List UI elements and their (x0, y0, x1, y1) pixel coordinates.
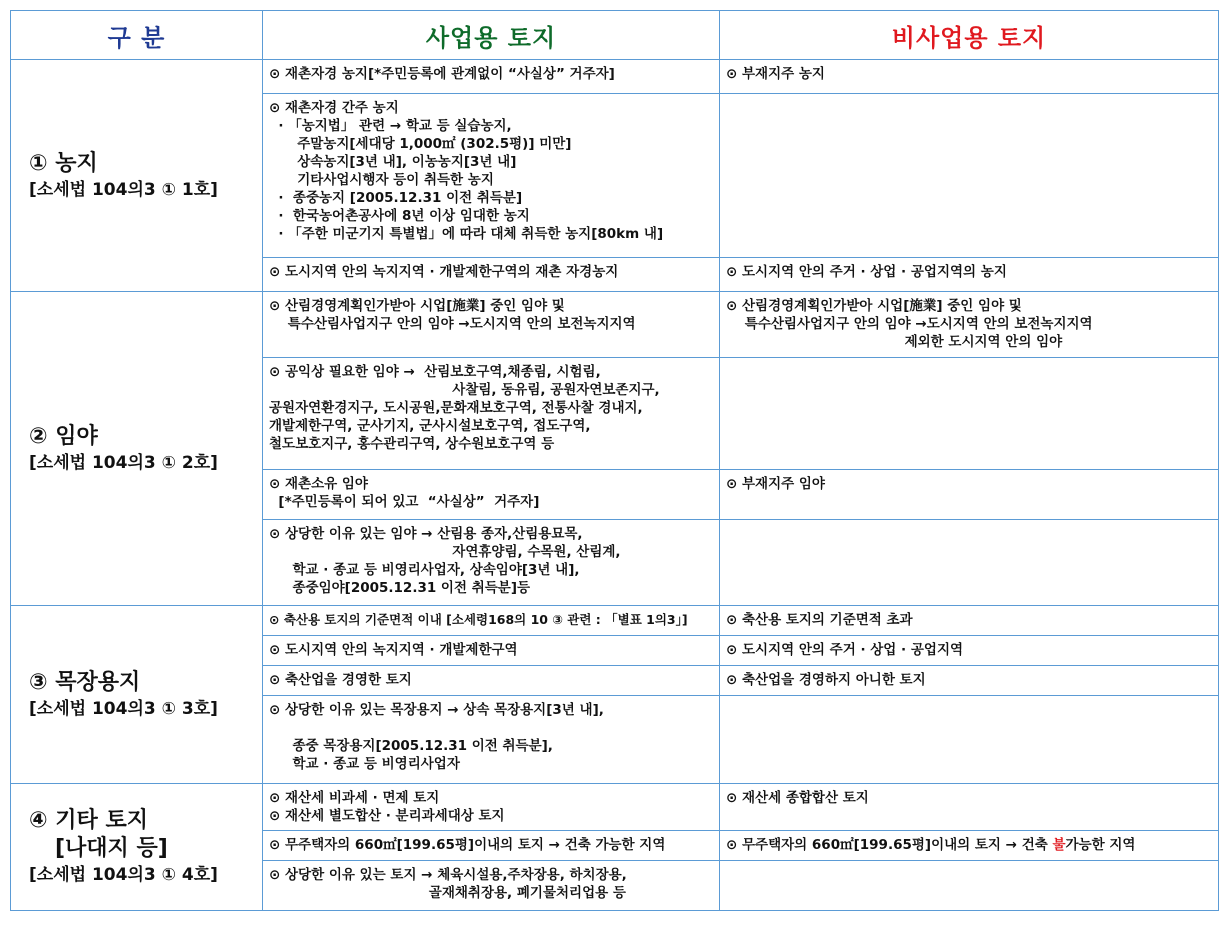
cell-line: 골재채취장용, 폐기물처리업용 등 (269, 885, 626, 901)
cell-line: 상속농지[3년 내], 이농농지[3년 내] (269, 154, 517, 170)
business-cell (263, 358, 720, 470)
cell-line: 철도보호지구, 홍수관리구역, 상수원보호구역 등 (269, 436, 555, 452)
category-title: ① 농지 (29, 150, 98, 176)
cell-line: · 종중농지 [2005.12.31 이전 취득분] (269, 190, 523, 206)
cell-line: [*주민등록이 되어 있고 “사실상” 거주자] (269, 494, 540, 510)
cell-line: · 「주한 미군기지 특별법」에 따라 대체 취득한 농지[80km 내] (269, 226, 664, 242)
cell-line: ⊙ 도시지역 안의 녹지지역 · 개발제한구역 (269, 642, 518, 658)
land-classification-table-container (10, 10, 1218, 911)
cell-line: 제외한 도시지역 안의 임야 (726, 334, 1063, 350)
nonbusiness-cell (720, 666, 1219, 696)
nonbusiness-cell-empty (720, 94, 1219, 258)
highlight-text: 불 (1052, 837, 1066, 853)
category-forest (11, 292, 263, 606)
cell-line: 기타사업시행자 등이 취득한 농지 (269, 172, 494, 188)
cell-line: ⊙ 축산용 토지의 기준면적 이내 [소세령168의 10 ③ 관련 : 「별표 1의3」] (269, 612, 688, 627)
cell-line: 특수산림사업지구 안의 임야 →도시지역 안의 보전녹지지역 (269, 316, 636, 332)
category-title: ④ 기타 토지 (29, 808, 148, 833)
other-land-row-1 (11, 784, 1219, 831)
cell-line: ⊙ 재촌자경 농지[*주민등록에 관계없이 “사실상” 거주자] (269, 66, 615, 82)
cell-line: 종중임야[2005.12.31 이전 취득분]등 (269, 580, 531, 596)
cell-line: ⊙ 재산세 종합합산 토지 (726, 790, 869, 806)
business-cell (263, 94, 720, 258)
cell-text: ⊙ 무주택자의 660㎡[199.65평]이내의 토지 → 건축 (726, 837, 1053, 853)
cell-line: 주말농지[세대당 1,000㎡ (302.5평)] 미만] (269, 136, 572, 152)
cell-line: ⊙ 상당한 이유 있는 임야 → 산림용 종자,산림용묘목, (269, 526, 583, 542)
category-title-sub: [나대지 등] (55, 836, 168, 861)
cell-line: ⊙ 축산업을 경영한 토지 (269, 672, 412, 688)
cell-line: ⊙ 무주택자의 660㎡[199.65평]이내의 토지 → 건축 가능한 지역 (269, 837, 666, 853)
cell-line: ⊙ 축산업을 경영하지 아니한 토지 (726, 672, 926, 688)
nonbusiness-cell (720, 831, 1219, 861)
cell-line: ⊙ 산림경영계획인가받아 시업[施業] 중인 임야 및 (726, 298, 1022, 314)
cell-line: 자연휴양림, 수목원, 산림계, (269, 544, 621, 560)
category-law: [소세법 104의3 ① 3호] (29, 698, 218, 719)
nonbusiness-cell (720, 636, 1219, 666)
cell-line: ⊙ 도시지역 안의 주거 · 상업 · 공업지역의 농지 (726, 264, 1007, 280)
cell-line: ⊙ 상당한 이유 있는 토지 → 체육시설용,주차장용, 하치장용, (269, 867, 627, 883)
business-cell (263, 666, 720, 696)
nonbusiness-cell (720, 258, 1219, 292)
cell-line: ⊙ 재산세 별도합산 · 분리과세대상 토지 (269, 808, 505, 824)
nonbusiness-cell (720, 292, 1219, 358)
cell-line: 개발제한구역, 군사기지, 군사시설보호구역, 접도구역, (269, 418, 591, 434)
category-other-land (11, 784, 263, 911)
cell-line: ⊙ 공익상 필요한 임야 → 산림보호구역,채종림, 시험림, (269, 364, 601, 380)
business-cell (263, 520, 720, 606)
forest-row-1 (11, 292, 1219, 358)
business-cell (263, 258, 720, 292)
nonbusiness-cell (720, 606, 1219, 636)
category-farmland (11, 60, 263, 292)
category-law: [소세법 104의3 ① 4호] (29, 865, 218, 885)
nonbusiness-cell-empty (720, 861, 1219, 911)
cell-line (726, 836, 1214, 854)
business-cell (263, 636, 720, 666)
cell-line: ⊙ 재촌소유 임야 (269, 476, 368, 492)
nonbusiness-cell-empty (720, 696, 1219, 784)
pasture-row-1 (11, 606, 1219, 636)
business-cell (263, 784, 720, 831)
business-cell (263, 292, 720, 358)
category-law: [소세법 104의3 ① 1호] (29, 179, 218, 200)
cell-line: ⊙ 도시지역 안의 주거 · 상업 · 공업지역 (726, 642, 964, 658)
business-cell (263, 60, 720, 94)
business-cell (263, 606, 720, 636)
business-cell (263, 861, 720, 911)
category-law: [소세법 104의3 ① 2호] (29, 452, 218, 473)
cell-line (269, 719, 715, 737)
cell-line: ⊙ 부재지주 임야 (726, 476, 825, 492)
header-nonbusiness-land: 비사업용 토지 (720, 11, 1219, 60)
nonbusiness-cell-empty (720, 358, 1219, 470)
cell-line: 학교 · 종교 등 비영리사업자 (269, 756, 460, 772)
cell-line: · 「농지법」 관련 → 학교 등 실습농지, (269, 118, 512, 134)
cell-line: ⊙ 재촌자경 간주 농지 (269, 100, 399, 116)
nonbusiness-cell (720, 784, 1219, 831)
cell-line: 사찰림, 동유림, 공원자연보존지구, (269, 382, 660, 398)
business-cell (263, 470, 720, 520)
header-row (11, 11, 1219, 60)
cell-line: ⊙ 축산용 토지의 기준면적 초과 (726, 612, 913, 628)
nonbusiness-cell-empty (720, 520, 1219, 606)
header-category: 구 분 (11, 11, 263, 60)
nonbusiness-cell (720, 60, 1219, 94)
business-cell (263, 831, 720, 861)
cell-line: ⊙ 재산세 비과세 · 면제 토지 (269, 790, 440, 806)
farmland-row-1 (11, 60, 1219, 94)
cell-line: 공원자연환경지구, 도시공원,문화재보호구역, 전통사찰 경내지, (269, 400, 643, 416)
cell-line: ⊙ 부재지주 농지 (726, 66, 825, 82)
cell-text: 가능한 지역 (1065, 837, 1136, 853)
category-pasture (11, 606, 263, 784)
business-cell (263, 696, 720, 784)
cell-line: ⊙ 상당한 이유 있는 목장용지 → 상속 목장용지[3년 내], (269, 702, 604, 718)
header-business-land: 사업용 토지 (263, 11, 720, 60)
land-classification-table (10, 10, 1219, 911)
category-title: ② 임야 (29, 423, 98, 449)
cell-line: ⊙ 도시지역 안의 녹지지역 · 개발제한구역의 재촌 자경농지 (269, 264, 619, 280)
cell-line: 특수산림사업지구 안의 임야 →도시지역 안의 보전녹지지역 (726, 316, 1093, 332)
cell-line: 종중 목장용지[2005.12.31 이전 취득분], (269, 738, 553, 754)
nonbusiness-cell (720, 470, 1219, 520)
cell-line: 학교 · 종교 등 비영리사업자, 상속임야[3년 내], (269, 562, 580, 578)
cell-line: ⊙ 산림경영계획인가받아 시업[施業] 중인 임야 및 (269, 298, 565, 314)
category-title: ③ 목장용지 (29, 669, 141, 695)
cell-line: · 한국농어촌공사에 8년 이상 임대한 농지 (269, 208, 530, 224)
